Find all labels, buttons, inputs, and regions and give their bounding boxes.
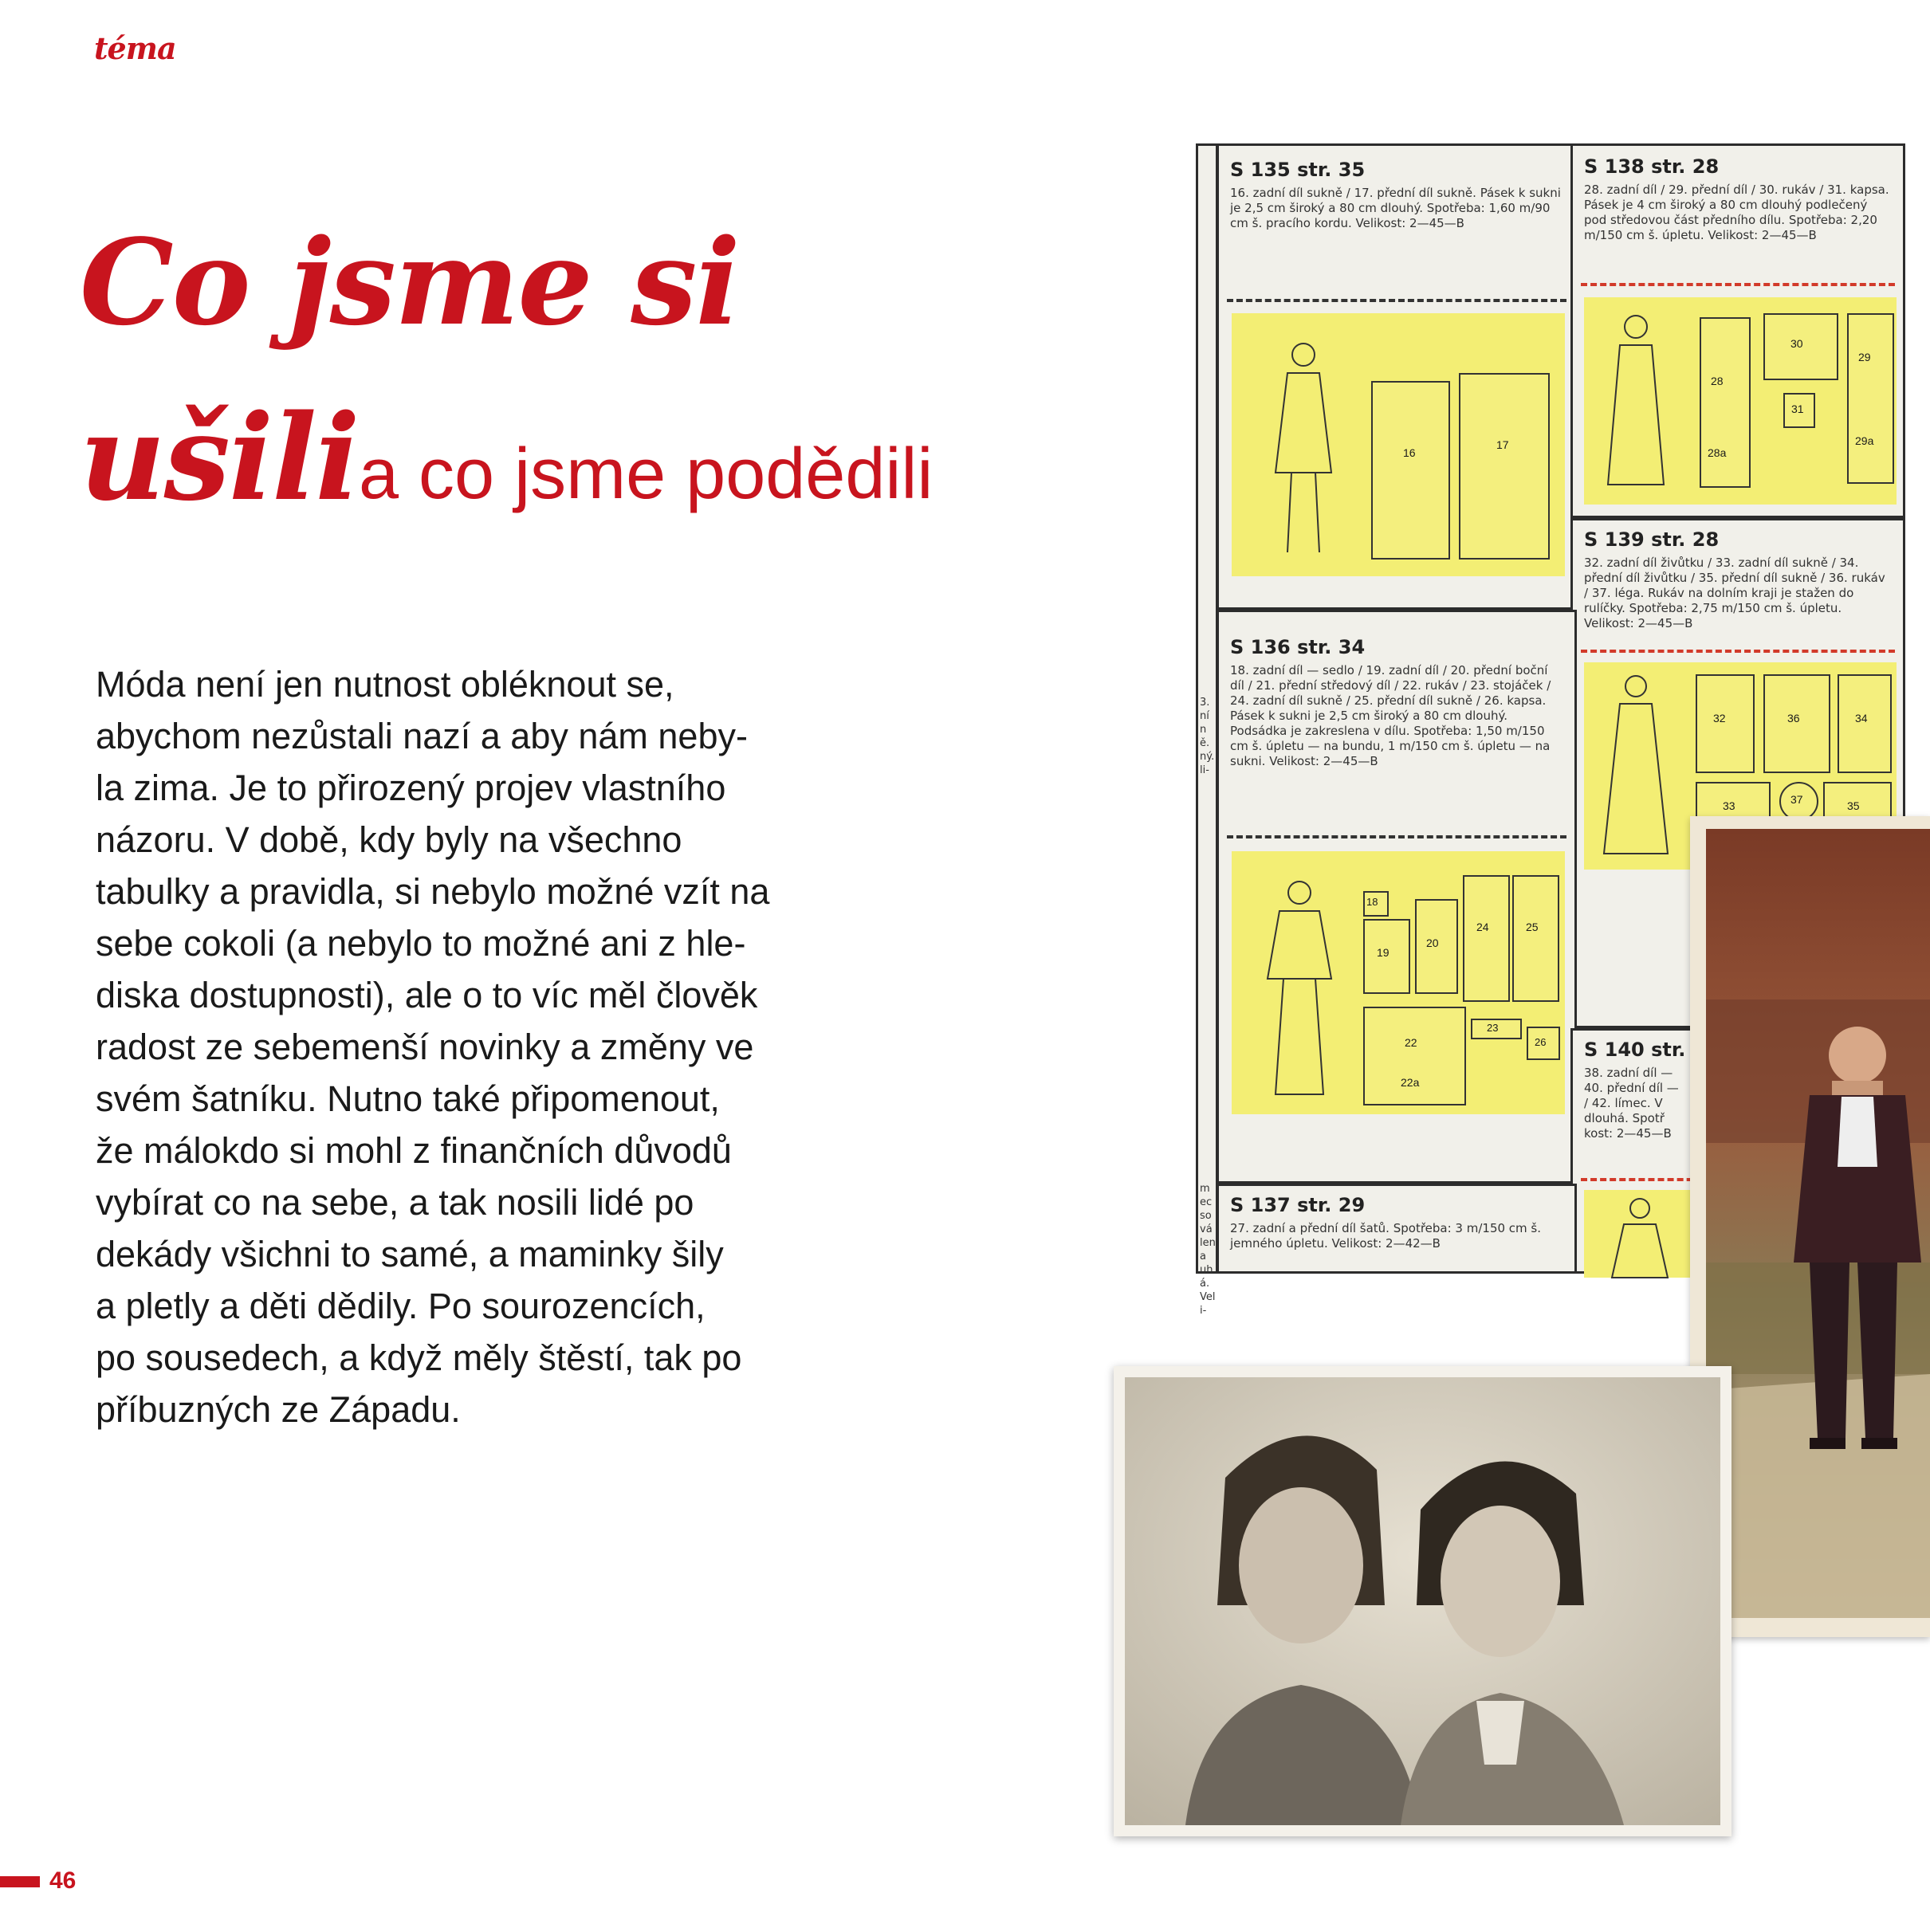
pattern-s137 bbox=[1217, 1184, 1577, 1274]
body-line: Móda není jen nutnost obléknout se, bbox=[96, 664, 674, 705]
body-line: názoru. V době, kdy byly na všechno bbox=[96, 819, 682, 860]
pattern-piece-25: 25 bbox=[1512, 875, 1559, 1002]
body-line: vybírat co na sebe, a tak nosili lidé po bbox=[96, 1182, 694, 1223]
section-tag: téma bbox=[94, 30, 176, 66]
body-line: po sousedech, a když měly štěstí, tak po bbox=[96, 1337, 742, 1378]
body-line: abychom nezůstali nazí a aby nám neby- bbox=[96, 716, 748, 756]
pattern-piece-32: 32 bbox=[1696, 674, 1755, 773]
dress-figure-icon bbox=[1592, 670, 1680, 862]
pattern-heading: S 137 str. 29 bbox=[1230, 1194, 1366, 1216]
pattern-piece-26: 26 bbox=[1527, 1027, 1560, 1060]
cut-line bbox=[1581, 650, 1895, 653]
body-line: sebe cokoli (a nebylo to možné ani z hle- bbox=[96, 923, 746, 964]
pattern-piece-31: 31 bbox=[1783, 393, 1815, 428]
pattern-yellow-panel bbox=[1232, 313, 1565, 576]
pattern-piece-35: 35 bbox=[1823, 782, 1892, 861]
body-line: dekády všichni to samé, a maminky šily bbox=[96, 1234, 724, 1274]
body-line: radost ze sebemenší novinky a změny ve bbox=[96, 1027, 754, 1067]
article-body bbox=[96, 658, 837, 1435]
pattern-heading: S 138 str. 28 bbox=[1584, 155, 1720, 178]
pattern-s136 bbox=[1217, 610, 1577, 1184]
dress-figure-icon bbox=[1256, 337, 1351, 568]
pattern-heading: S 136 str. 34 bbox=[1230, 636, 1366, 658]
pattern-piece-23: 23 bbox=[1471, 1019, 1522, 1039]
edge-text-2: mec sová lena uhá. Veli- bbox=[1200, 1183, 1216, 1317]
pattern-piece-37: 37 bbox=[1779, 782, 1818, 821]
pattern-piece-20: 20 bbox=[1415, 899, 1458, 994]
pattern-description: 18. zadní díl — sedlo / 19. zadní díl / 20. přední boční díl / 21. přední středový díl / 22. rukáv / 23. stojáček / 24. zadní díl sukně / 25. přední díl sukně / 26. kapsa. Pásek k sukni je 2,5 cm široký a 80 cm dlouhý. Podsádka je zakreslena v dílu. Spotřeba: 1,50 m/150 cm š. úpletu — na bundu, 1 m/150 cm š. úpletu — na sukni. Velikost: 2—45—B bbox=[1230, 663, 1551, 768]
title-line-1: Co jsme si bbox=[80, 213, 739, 351]
pattern-piece-30: 30 bbox=[1763, 313, 1838, 380]
pattern-heading: S 135 str. 35 bbox=[1230, 159, 1366, 181]
pattern-description: 27. zadní a přední díl šatů. Spotřeba: 3 m/150 cm š. jemného úpletu. Velikost: 2—42—B bbox=[1230, 1221, 1542, 1251]
body-line: diska dostupnosti), ale o to víc měl člověk bbox=[96, 975, 758, 1015]
body-line: příbuzných ze Západu. bbox=[96, 1389, 461, 1430]
pattern-piece-17: 17 bbox=[1459, 373, 1550, 560]
coat-figure-icon bbox=[1592, 309, 1680, 501]
page-number-bar bbox=[0, 1876, 40, 1887]
cut-line bbox=[1227, 835, 1566, 838]
body-line: že málokdo si mohl z finančních důvodů bbox=[96, 1130, 732, 1171]
jacket-figure-icon bbox=[1248, 875, 1351, 1106]
pattern-piece-34: 34 bbox=[1838, 674, 1892, 773]
pattern-piece-22: 22 22a bbox=[1363, 1007, 1466, 1105]
body-line: svém šatníku. Nutno také připomenout, bbox=[96, 1078, 720, 1119]
pattern-description: 38. zadní díl — 40. přední díl — / 42. límec. V dlouhá. Spotř kost: 2—45—B bbox=[1584, 1066, 1679, 1141]
body-line: tabulky a pravidla, si nebylo možné vzít na bbox=[96, 871, 770, 912]
coat-figure-icon bbox=[1600, 1194, 1680, 1278]
pattern-heading: S 140 str. bbox=[1584, 1039, 1686, 1061]
pattern-yellow-panel bbox=[1584, 297, 1897, 505]
body-line: a pletly a děti dědily. Po sourozencích, bbox=[96, 1286, 706, 1326]
pattern-description: 32. zadní díl živůtku / 33. zadní díl sukně / 34. přední díl živůtku / 35. přední díl sukně / 36. rukáv / 37. léga. Rukáv na dolním kraji je stažen do rulíčky. Spotřeba: 2,75 m/150 cm š. úpletu. Velikost: 2—45—B bbox=[1584, 556, 1885, 630]
pattern-piece-36: 36 bbox=[1763, 674, 1830, 773]
pattern-edge-strip bbox=[1196, 143, 1218, 1317]
pattern-piece-19: 19 bbox=[1363, 919, 1410, 994]
pattern-piece-24: 24 bbox=[1463, 875, 1510, 1002]
pattern-s135 bbox=[1217, 143, 1577, 610]
pattern-description: 16. zadní díl sukně / 17. přední díl sukně. Pásek k sukni je 2,5 cm široký a 80 cm dlouhý. Spotřeba: 1,60 m/90 cm š. pracího kordu. Velikost: 2—45—B bbox=[1230, 186, 1561, 230]
pattern-yellow-panel bbox=[1232, 851, 1565, 1114]
title-subtitle: a co jsme podědili bbox=[359, 434, 934, 514]
pattern-heading: S 139 str. 28 bbox=[1584, 528, 1720, 551]
body-line: la zima. Je to přirozený projev vlastního bbox=[96, 768, 726, 808]
title-line-2: ušili bbox=[80, 388, 359, 527]
pattern-piece-16: 16 bbox=[1371, 381, 1450, 560]
girls-photo-image bbox=[1114, 1366, 1731, 1836]
page-number: 46 bbox=[49, 1867, 77, 1894]
pattern-s138 bbox=[1570, 143, 1905, 518]
photo-two-girls bbox=[1114, 1366, 1731, 1836]
pattern-piece-18: 18 bbox=[1363, 891, 1389, 917]
pattern-piece-33: 33 bbox=[1696, 782, 1771, 861]
pattern-description: 28. zadní díl / 29. přední díl / 30. rukáv / 31. kapsa. Pásek je 4 cm široký a 80 cm dlouhý podlečený pod středovou část předního dílu. Spotřeba: 2,20 m/150 cm š. úpletu. Velikost: 2—45—B bbox=[1584, 183, 1889, 242]
pattern-piece-29: 29 29a bbox=[1847, 313, 1894, 484]
cut-line bbox=[1581, 283, 1895, 286]
edge-text-1: 3. ní ně. ný. li- bbox=[1200, 697, 1215, 776]
pattern-piece-28: 28 28a bbox=[1700, 317, 1751, 488]
cut-line bbox=[1227, 299, 1566, 302]
